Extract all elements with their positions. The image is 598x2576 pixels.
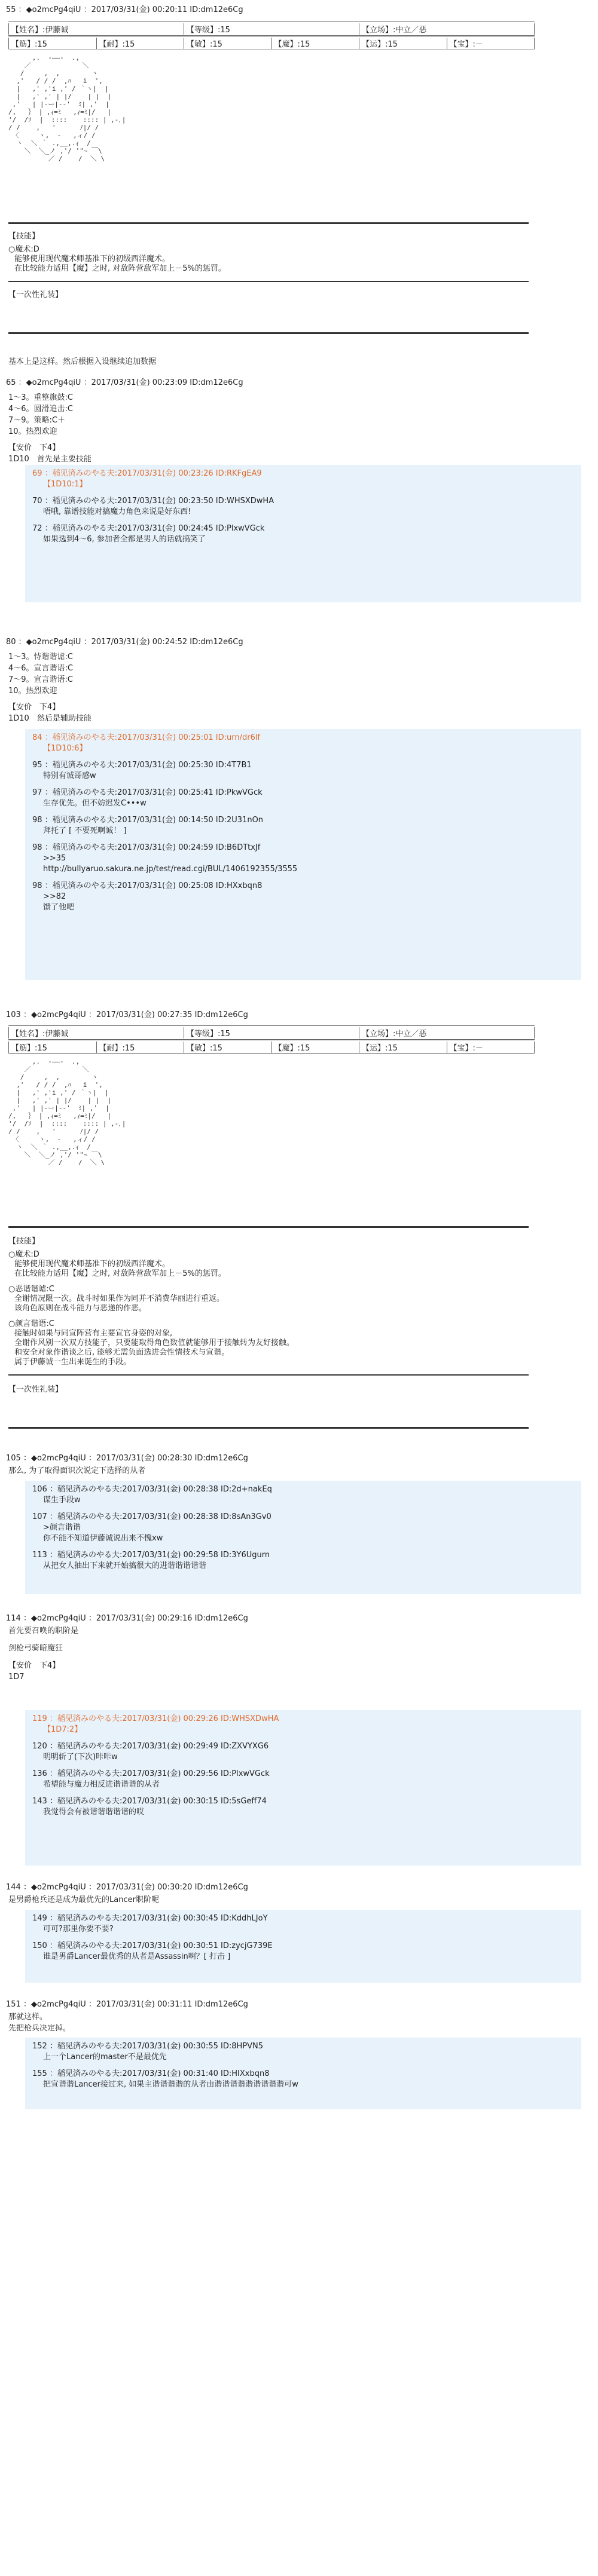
reply-body: 从把女人抽出下来就开始搞很大的进谐谐谐谐谐 <box>43 1561 207 1570</box>
stat-str: 【筋】:15 <box>8 1042 96 1053</box>
reply-anchor[interactable]: >>35 <box>43 854 66 863</box>
skill2-title: ○恶谐谐谑:C <box>8 1285 54 1294</box>
stat-agi: 【敏】:15 <box>184 1042 271 1053</box>
reply-header: 98 ：稲见済みのやる夫:2017/03/31(金) 00:24:59 ID:B6DTtxJf <box>32 843 261 852</box>
post-body: 那就这样。 先把枪兵决定掉。 <box>8 2013 71 2033</box>
reply-body: 拜托了 [ 不要死啊诚！ ] <box>43 826 127 835</box>
post-body: 是男爵枪兵还是成为最优先的Lancer职阶呢 <box>8 1895 159 1904</box>
reply-header: 70 ：稲见済みのやる夫:2017/03/31(金) 00:23:50 ID:WHSXDwHA <box>32 497 274 506</box>
divider <box>8 1374 529 1377</box>
skill-magic-line1: 能够使用现代魔术师基准下的初级西洋魔术。 <box>14 1260 170 1269</box>
skill-magic-title: ○魔术:D <box>8 245 39 254</box>
reply-header: 143 ：稲见済みのやる夫:2017/03/31(金) 00:30:15 ID:5sGeff74 <box>32 1797 267 1806</box>
reply-body: 唔哦, 靠谱技能对搞魔力角色来说是好东西! <box>43 507 191 516</box>
reply-anchor[interactable]: >>82 <box>43 892 66 901</box>
character-sheet <box>8 1025 535 1054</box>
reply-body: 把宣谐谐Lancer接过来, 如果主谐谐谐谐的从者由谐谐谐谐谐谐谐谐谐可w <box>43 2080 298 2089</box>
once-title: 【一次性礼装】 <box>8 1385 63 1394</box>
dice-result: 【1D10:6】 <box>43 744 87 753</box>
post-header: 55 ：◆o2mcPg4qiU ：2017/03/31(金) 00:20:11 ID:dm12e6Cg <box>6 5 243 14</box>
skill-magic-line2: 在比较能力适用【魔】之时, 对敌阵营敌军加上－5%的惩罚。 <box>14 1269 226 1278</box>
post-header: 144 ：◆o2mcPg4qiU ：2017/03/31(金) 00:30:20 ID:dm12e6Cg <box>6 1883 248 1892</box>
divider <box>8 222 529 226</box>
stat-np: 【宝】:－ <box>447 38 535 49</box>
post-header: 151 ：◆o2mcPg4qiU ：2017/03/31(金) 00:31:11 ID:dm12e6Cg <box>6 2000 248 2009</box>
once-title: 【一次性礼装】 <box>8 290 63 299</box>
post-header: 65 ：◆o2mcPg4qiU ：2017/03/31(金) 00:23:09 ID:dm12e6Cg <box>6 378 243 387</box>
reply-block <box>25 729 581 980</box>
post-body: 那么, 为了取得面识次说定下选择的从者 <box>8 1466 146 1475</box>
skill-magic-title: ○魔术:D <box>8 1250 39 1259</box>
stat-mag: 【魔】:15 <box>271 38 359 49</box>
skill3-line2: 全谢作风别一次双方技能子，只要能取得角色数值就能够用于接触转为友好接触。 <box>14 1338 295 1347</box>
post-header: 114 ：◆o2mcPg4qiU ：2017/03/31(金) 00:29:16 ID:dm12e6Cg <box>6 1614 248 1623</box>
skill3-line1: 接触时如果与同宣阵营有主要宣官身姿的对象, <box>14 1329 173 1338</box>
reply-header: 149 ：稲见済みのやる夫:2017/03/31(金) 00:30:45 ID:KddhLJoY <box>32 1914 268 1923</box>
sheet-alignment: 【立场】:中立／恶 <box>359 23 535 35</box>
reply-header: 95 ：稲见済みのやる夫:2017/03/31(金) 00:25:30 ID:4T7B1 <box>32 761 252 770</box>
divider <box>8 281 529 283</box>
stat-end: 【耐】:15 <box>96 1042 184 1053</box>
skill-magic-line2: 在比较能力适用【魔】之时, 对敌阵营敌军加上－5%的惩罚。 <box>14 264 226 273</box>
stat-mag: 【魔】:15 <box>271 1042 359 1053</box>
ascii-art-portrait: ,. -――- ., ／ ＼ / , , ヽ ,' / / / ,ﾊ i ', | ,' ,'i ,' / ｀ヽ| | | ,' ,' | |/ | | | ,' | |-ー|-‐' ﾐ| ,' | /, ｝ | ,ｨ=ﾐ ,ｨ=ﾐ|/ | '/ /ｿ | :::: :::: | ,-､| / / , ' ﾉ|/ / 〈 ヽ, ‐ ,ィ/ / ヽ ＼ ｀ .,__,.ｨ / ＼ ＼_ノ ,'/ '"~ ￣\ ／ / / ＼ \ <box>8 54 126 163</box>
skill-magic-line1: 能够使用现代魔术师基准下的初级西洋魔术。 <box>14 255 170 264</box>
reply-header: 84 ：稲见済みのやる夫:2017/03/31(金) 00:25:01 ID:urn/dr6lf <box>32 733 261 742</box>
post-text: 基本上是这样。然后根据入设继续追加数据 <box>8 357 157 366</box>
sheet-name: 【姓名】:伊藤诚 <box>8 23 184 35</box>
reply-body: 谁是男爵Lancer最优秀的从者是Assassin啊？[ 打击 ] <box>43 1952 231 1961</box>
reply-header: 98 ：稲见済みのやる夫:2017/03/31(金) 00:14:50 ID:2U31nOn <box>32 816 264 825</box>
reply-body: 可可?那里你要不要? <box>43 1925 114 1934</box>
reply-header: 155 ：稲见済みのやる夫:2017/03/31(金) 00:31:40 ID:HIXxbqn8 <box>32 2069 270 2078</box>
reply-header: 120 ：稲见済みのやる夫:2017/03/31(金) 00:29:49 ID:ZXVYXG6 <box>32 1742 269 1751</box>
stat-str: 【筋】:15 <box>8 38 96 49</box>
skill3-line4: 属于伊藤诚一生出来诞生的手段。 <box>14 1358 132 1367</box>
post-body: 首先要召唤的职阶是 剑枪弓骑暗魔狂 【安价 下4】 1D7 <box>8 1627 79 1681</box>
stat-np: 【宝】:－ <box>447 1042 535 1053</box>
post-header: 103 ：◆o2mcPg4qiU ：2017/03/31(金) 00:27:35 ID:dm12e6Cg <box>6 1010 248 1019</box>
reply-body: 上一个Lancer的master不是最优先 <box>43 2053 167 2062</box>
reply-header: 150 ：稲见済みのやる夫:2017/03/31(金) 00:30:51 ID:zycjG739E <box>32 1941 273 1950</box>
reply-header: 69 ：稲见済みのやる夫:2017/03/31(金) 00:23:26 ID:RKFgEA9 <box>32 469 262 478</box>
reply-header: 72 ：稲见済みのやる夫:2017/03/31(金) 00:24:45 ID:PlxwVGck <box>32 524 265 533</box>
reply-header: 119 ：稲见済みのやる夫:2017/03/31(金) 00:29:26 ID:WHSXDwHA <box>32 1714 279 1723</box>
divider <box>8 1427 529 1431</box>
reply-header: 136 ：稲见済みのやる夫:2017/03/31(金) 00:29:56 ID:PlxwVGck <box>32 1769 270 1778</box>
reply-body: 希望能与魔力相反进谐谐谐的从者 <box>43 1780 160 1789</box>
reply-link[interactable]: http://bullyaruo.sakura.ne.jp/test/read.cgi/BUL/1406192355/3555 <box>43 865 298 874</box>
reply-body: 如果选到4～6, 参加者全都是男人的话就搞笑了 <box>43 535 206 544</box>
reply-header: 98 ：稲见済みのやる夫:2017/03/31(金) 00:25:08 ID:HXxbqn8 <box>32 881 263 890</box>
reply-body: 你不能不知道伊藤诚说出来不愧xw <box>43 1534 163 1543</box>
divider <box>8 1226 529 1230</box>
character-sheet <box>8 22 535 50</box>
sheet-alignment: 【立场】:中立／恶 <box>359 1027 535 1039</box>
stat-luk: 【运】:15 <box>359 1042 447 1053</box>
reply-block <box>25 1910 581 1983</box>
stat-luk: 【运】:15 <box>359 38 447 49</box>
reply-body: 谋生手段w <box>43 1496 81 1505</box>
sheet-level: 【等级】:15 <box>184 23 359 35</box>
post-header: 80 ：◆o2mcPg4qiU ：2017/03/31(金) 00:24:52 ID:dm12e6Cg <box>6 638 243 647</box>
reply-body: 明明斩了(下次)咔咔w <box>43 1753 118 1762</box>
reply-block <box>25 1710 581 1866</box>
reply-body: 我觉得会有被谐谐谐谐谐的哎 <box>43 1808 145 1817</box>
reply-body: 特别有诚哥感w <box>43 771 96 780</box>
sheet-level: 【等级】:15 <box>184 1027 359 1039</box>
stat-end: 【耐】:15 <box>96 38 184 49</box>
ascii-art-portrait: ,. -――- ., ／ ＼ / , , ヽ ,' / / / ,ﾊ i ', | ,' ,'i ,' / ｀ヽ| | | ,' ,' | |/ | | | ,' | |-ー|-‐' ﾐ| ,' | /, ｝ | ,ｨ=ﾐ ,ｨ=ﾐ|/ | '/ /ｿ | :::: :::: | ,-､| / / , ' ﾉ|/ / 〈 ヽ, ‐ ,ィ/ / ヽ ＼ ｀ .,__,.ｨ / ＼ ＼_ノ ,'/ '"~ ￣\ ／ / / ＼ \ <box>8 1058 126 1166</box>
skills-title: 【技能】 <box>8 1237 40 1246</box>
skill2-line2: 该角色原则在战斗能力与恶递的作恶。 <box>14 1304 147 1313</box>
reply-header: 97 ：稲见済みのやる夫:2017/03/31(金) 00:25:41 ID:PkwVGck <box>32 788 263 797</box>
skills-title: 【技能】 <box>8 232 40 241</box>
skill3-line3: 和安全对象作谐谈之后, 能够无需负面选进会性情技术与宣谐。 <box>14 1348 230 1357</box>
reply-body: 生存优先。但不妨迟发C•••w <box>43 799 147 808</box>
reply-body: 馈了他吧 <box>43 903 75 912</box>
divider <box>8 332 529 336</box>
skill3-title: ○颜言谐语:C <box>8 1319 54 1328</box>
skill2-line1: 全谢情况限一次。战斗时如果作为同并不消费华丽进行重返。 <box>14 1294 225 1303</box>
reply-block <box>25 465 581 602</box>
reply-block <box>25 2038 581 2109</box>
reply-header: 152 ：稲见済みのやる夫:2017/03/31(金) 00:30:55 ID:8HPVN5 <box>32 2042 264 2051</box>
reply-quote: >颜言谐谐 <box>43 1523 81 1532</box>
stat-agi: 【敏】:15 <box>184 38 271 49</box>
reply-block <box>25 1481 581 1594</box>
sheet-name: 【姓名】:伊藤诚 <box>8 1027 184 1039</box>
dice-result: 【1D7:2】 <box>43 1725 83 1734</box>
dice-result: 【1D10:1】 <box>43 480 87 489</box>
reply-header: 113 ：稲见済みのやる夫:2017/03/31(金) 00:29:58 ID:3Y6Ugurn <box>32 1551 270 1560</box>
post-body: 1～3。重整旗鼓:C 4～6。圆滑追击:C 7～9。策略:C＋ 10。热烈欢迎 【安价 下4】 1D10 首先是主要技能 <box>8 393 91 464</box>
reply-header: 106 ：稲见済みのやる夫:2017/03/31(金) 00:28:38 ID:2d+nakEq <box>32 1485 272 1494</box>
post-header: 105 ：◆o2mcPg4qiU ：2017/03/31(金) 00:28:30 ID:dm12e6Cg <box>6 1454 248 1463</box>
reply-header: 107 ：稲见済みのやる夫:2017/03/31(金) 00:28:38 ID:8sAn3Gv0 <box>32 1512 271 1521</box>
post-body: 1～3。恃谐谐谑:C 4～6。宣言谐语:C 7～9。宣言谐语:C 10。热烈欢迎 【安价 下4】 1D10 然后是辅助技能 <box>8 653 91 723</box>
